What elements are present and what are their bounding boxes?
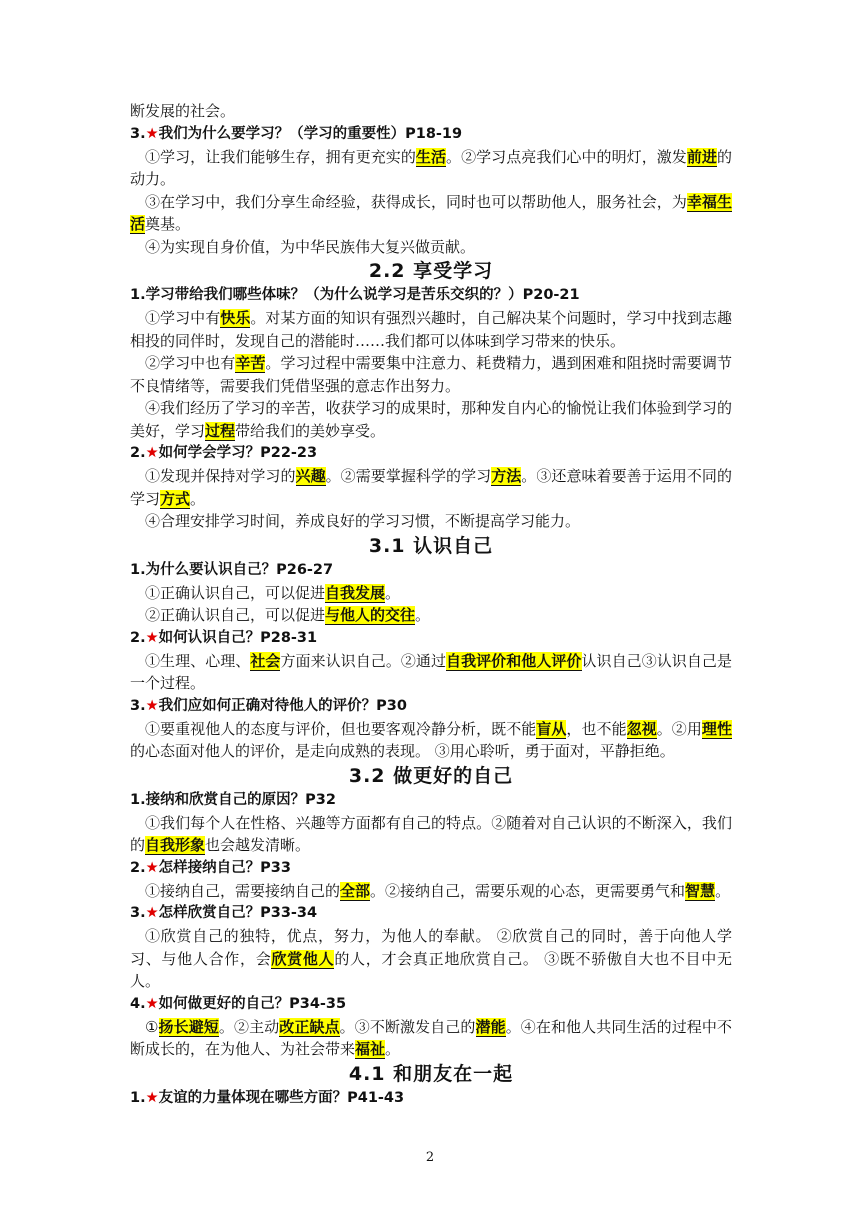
question-text: 怎样接纳自己？P33 [158,859,291,876]
paragraph-text: ④我们经历了学习的辛苦，收获学习的成果时，那种发自内心的愉悦让我们体验到学习的美好，学习 [130,399,732,440]
paragraph-text: 。②需要掌握科学的学习 [325,467,492,485]
star-icon: ★ [145,995,159,1012]
highlighted-keyword: 自我评价和他人评价 [446,651,582,670]
answer-paragraph [130,236,732,259]
question-text: 友谊的力量体现在哪些方面？P41-43 [158,1089,405,1106]
paragraph-text: ① [145,1017,159,1036]
question-number: 2. [130,445,146,461]
paragraph-text: ④为实现自身价值，为中华民族伟大复兴做贡献。 [145,237,476,256]
question-text: 为什么要认识自己？P26-27 [145,561,334,578]
paragraph-text: 。②主动 [218,1017,280,1036]
answer-paragraph [130,925,732,993]
question-text: 如何认识自己？P28-31 [158,629,318,646]
highlighted-keyword: 快乐 [220,309,251,327]
paragraph-text: ②学习中也有 [145,354,236,372]
paragraph-text: 的人，才会真正地欣赏自己。 ③既不骄傲自大也不目中无人。 [130,949,732,990]
question-text: 学习带给我们哪些体味？（为什么说学习是苦乐交织的？）P20-21 [145,287,580,303]
answer-paragraph [130,307,732,352]
question-heading [130,559,732,582]
question-number: 2. [130,629,146,646]
paragraph-text: 。 [415,606,431,624]
paragraph-text: 。学习过程中需要集中注意力、耗费精力，遇到困难和阻挠时需要调节不良情绪等，需要我们凭借坚强的意志作出努力。 [130,354,732,395]
question-number: 3. [130,125,146,142]
highlighted-keyword: 智慧 [685,881,716,900]
highlighted-keyword: 忽视 [626,719,657,738]
paragraph-text: ①学习，让我们能够生存，拥有更充实的 [145,147,416,166]
question-heading [130,789,732,812]
answer-paragraph [130,191,732,236]
answer-paragraph [130,582,732,605]
question-heading [130,857,732,880]
question-heading [130,1087,732,1110]
paragraph-text: ①生理、心理、 [145,651,251,670]
highlighted-keyword: 幸福生活 [130,192,732,233]
question-text: 我们应如何正确对待他人的评价？P30 [158,697,407,714]
highlighted-keyword: 自我发展 [325,583,386,602]
paragraph-text: 认识自己③认识自己是一个过程。 [130,651,732,692]
document-body [130,100,732,1110]
answer-paragraph [130,880,732,903]
paragraph-text: ①正确认识自己，可以促进 [145,583,326,602]
paragraph-text: ①学习中有 [145,309,221,327]
question-heading [130,695,732,718]
star-icon: ★ [145,1089,159,1106]
question-heading [130,902,732,925]
answer-paragraph [130,812,732,857]
highlighted-keyword: 兴趣 [295,467,326,485]
answer-paragraph [130,510,732,533]
question-text: 我们为什么要学习？（学习的重要性）P18-19 [158,125,463,142]
paragraph-text: ①发现并保持对学习的 [145,467,296,485]
paragraph-text: ③在学习中，我们分享生命经验，获得成长，同时也可以帮助他人，服务社会，为 [145,192,687,211]
answer-paragraph [130,397,732,442]
answer-paragraph [130,1016,732,1061]
highlighted-keyword: 福祉 [355,1040,386,1058]
question-heading [130,993,732,1016]
highlighted-keyword: 与他人的交往 [325,606,416,624]
paragraph-text: 方面来认识自己。②通过 [280,651,447,670]
highlighted-keyword: 理性 [701,719,732,738]
paragraph-text: 。 [385,583,401,602]
paragraph-text: ①接纳自己，需要接纳自己的 [145,881,341,900]
paragraph-text: ，也不能 [566,719,627,738]
question-heading [130,284,732,307]
highlighted-keyword: 方式 [160,489,191,508]
highlighted-keyword: 方法 [491,467,522,485]
highlighted-keyword: 盲从 [536,719,567,738]
paragraph-text: 。③不断激发自己的 [339,1017,476,1036]
paragraph-text: 奠基。 [145,215,191,233]
star-icon: ★ [145,905,159,921]
paragraph-text: ④合理安排学习时间，养成良好的学习习惯，不断提高学习能力。 [145,512,581,530]
paragraph-text: 的动力。 [130,147,732,188]
question-number: 4. [130,995,146,1012]
paragraph-text: 。③还意味着要善于运用不同的学习 [130,467,732,508]
highlighted-keyword: 扬长避短 [158,1017,219,1036]
question-number: 3. [130,697,146,714]
answer-paragraph [130,718,732,763]
star-icon: ★ [145,697,159,714]
question-number: 1. [130,1089,146,1106]
star-icon: ★ [145,629,159,646]
paragraph-text: 。 [190,489,206,508]
question-number: 3. [130,905,146,921]
paragraph-text: ①欣赏自己的独特，优点，努力，为他人的奉献。 ②欣赏自己的同时，善于向他人学习、与他人合作，会 [130,927,732,968]
question-text: 怎样欣赏自己？P33-34 [158,905,318,921]
section-heading: 4.1 和朋友在一起 [348,1062,514,1085]
star-icon: ★ [145,125,159,142]
answer-paragraph [130,352,732,397]
highlighted-keyword: 改正缺点 [279,1017,340,1036]
paragraph-text: 。对某方面的知识有强烈兴趣时，自己解决某个问题时，学习中找到志趣相投的同伴时，发现自己的潜能时……我们都可以体味到学习带来的快乐。 [130,309,732,350]
paragraph-text: 断发展的社会。 [130,102,236,120]
star-icon: ★ [145,859,159,876]
answer-paragraph [130,100,732,123]
highlighted-keyword: 欣赏他人 [271,949,335,968]
question-heading [130,123,732,146]
question-number: 2. [130,859,146,876]
paragraph-text: 。②学习点亮我们心中的明灯，激发 [446,147,687,166]
question-text: 接纳和欣赏自己的原因？P32 [145,791,336,808]
highlighted-keyword: 潜能 [475,1017,506,1036]
paragraph-text: 。④在和他人共同生活的过程中不断成长的，在为他人、为社会带来 [130,1017,732,1058]
page-number: 2 [425,1150,435,1165]
question-heading [130,442,732,465]
paragraph-text: ①我们每个人在性格、兴趣等方面都有自己的特点。②随着对自己认识的不断深入，我们的 [130,813,732,854]
question-text: 如何做更好的自己？P34-35 [158,995,347,1012]
question-text: 如何学会学习？P22-23 [158,445,318,461]
highlighted-keyword: 生活 [415,147,447,166]
highlighted-keyword: 自我形象 [145,836,206,854]
answer-paragraph [130,604,732,627]
question-number: 1. [130,287,146,303]
paragraph-text: 。②用 [656,719,702,738]
answer-paragraph [130,650,732,695]
paragraph-text: 。 [385,1040,401,1058]
question-heading [130,627,732,650]
highlighted-keyword: 前进 [686,147,717,166]
answer-paragraph [130,465,732,510]
paragraph-text: ②正确认识自己，可以促进 [145,606,326,624]
paragraph-text: 的心态面对他人的评价，是走向成熟的表现。 ③用心聆听，勇于面对，平静拒绝。 [130,742,675,760]
highlighted-keyword: 全部 [340,881,371,900]
highlighted-keyword: 过程 [205,421,236,440]
question-number: 1. [130,561,146,578]
highlighted-keyword: 社会 [250,651,281,670]
paragraph-text: ①要重视他人的态度与评价，但也要客观冷静分析，既不能 [145,719,537,738]
paragraph-text: 。②接纳自己，需要乐观的心态，更需要勇气和 [370,881,686,900]
answer-paragraph [130,146,732,191]
star-icon: ★ [145,445,159,461]
question-number: 1. [130,791,146,808]
section-heading: 3.2 做更好的自己 [348,764,514,787]
paragraph-text: 带给我们的美妙享受。 [235,421,386,440]
paragraph-text: 也会越发清晰。 [205,836,311,854]
paragraph-text: 。 [715,881,731,900]
section-heading: 2.2 享受学习 [368,260,494,282]
highlighted-keyword: 辛苦 [235,354,266,372]
section-heading: 3.1 认识自己 [368,534,494,557]
